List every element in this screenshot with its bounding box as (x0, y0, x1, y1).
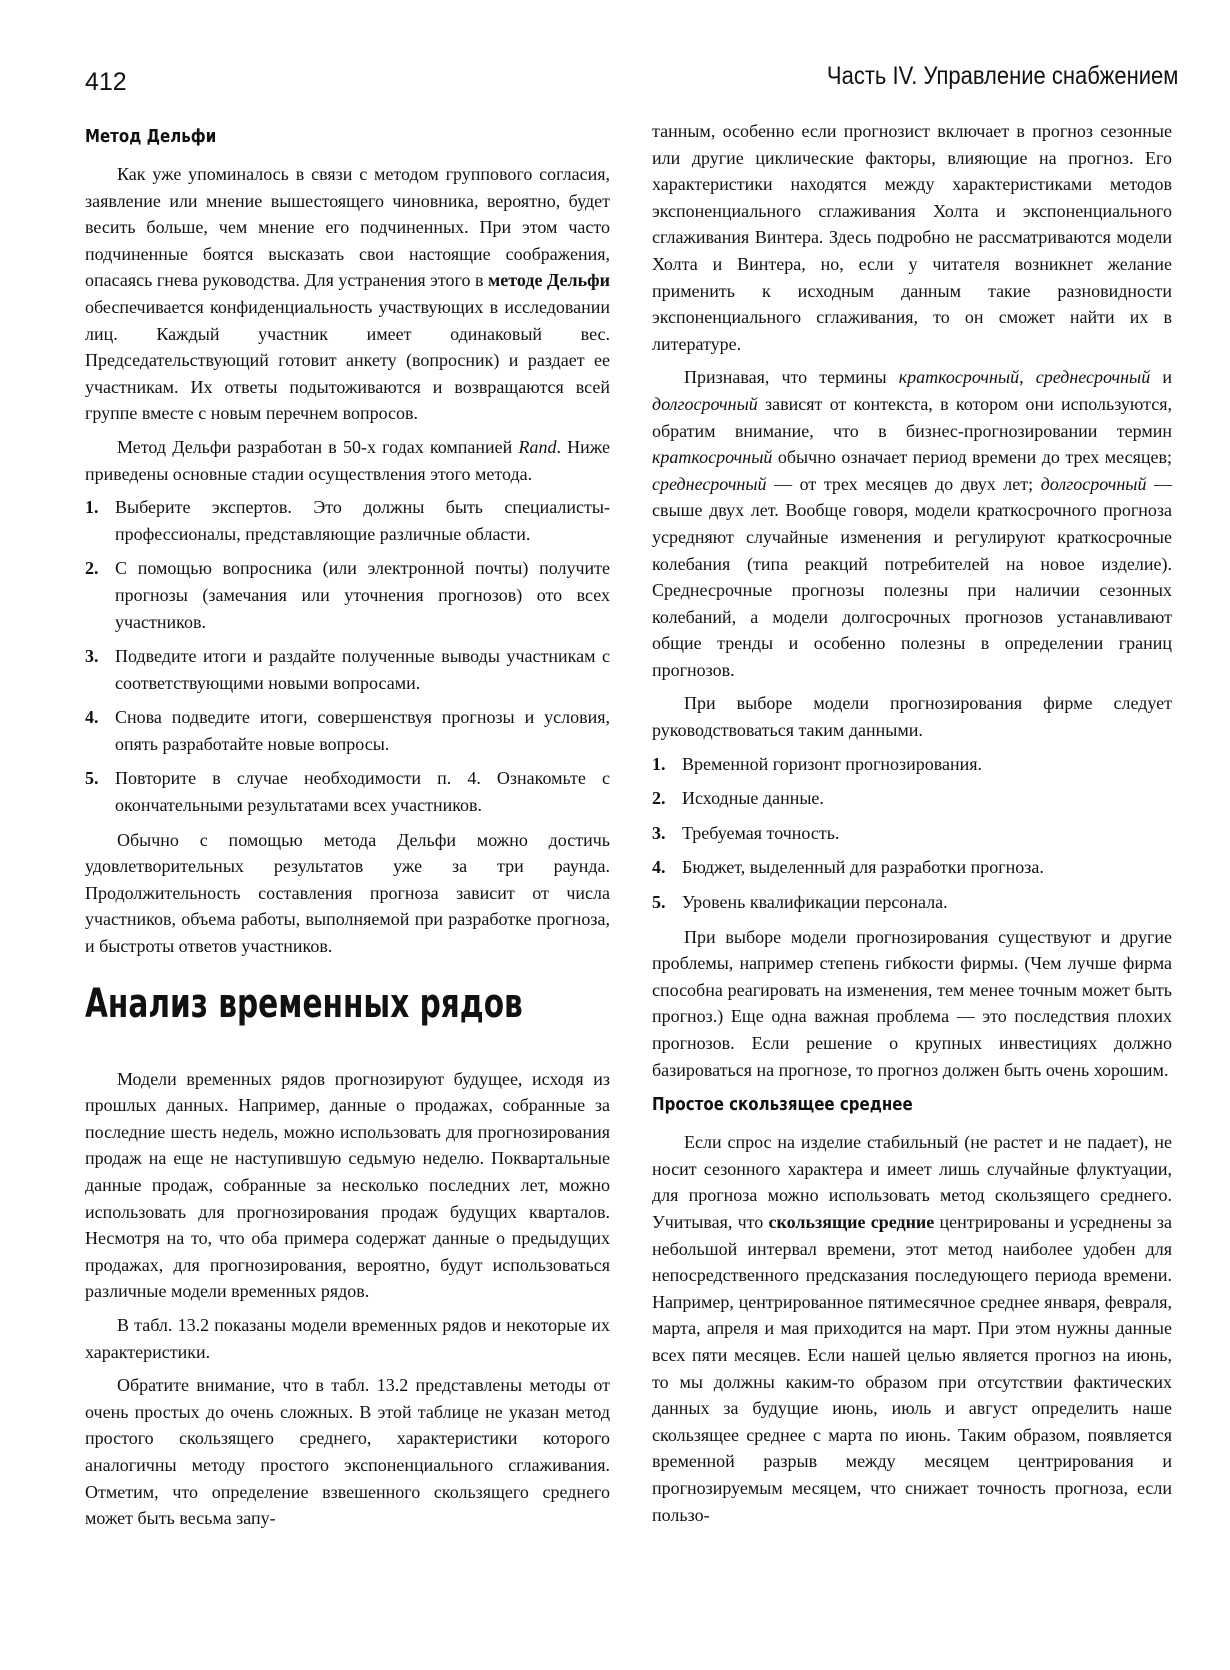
other-problems-paragraph: При выборе модели прогнозирования существуют и другие проблемы, например степень гибкости фирмы. (Чем лучше фирма способна реагировать на изменения, тем менее точным может быть прогноз.) Еще одна важная проблема — это последствия плохих прогнозов. Если решение о крупных инвестициях должно базироваться на прогнозе, то прогноз должен быть очень хорошим. (652, 926, 1172, 1080)
text-run: Как уже упоминалось в связи с методом группового согласия, заявление или мнение вышестоящего чиновника, вероятно, будет весить больше, чем мнение его подчиненных. При этом часто подчиненные боятся высказать свои настоящие соображения, опасаясь гнева руководства. Для устранения этого в (85, 164, 610, 291)
list-number: 2. (85, 558, 99, 579)
list-text: Бюджет, выделенный для разработки прогноза. (682, 857, 1044, 878)
term-definitions-paragraph (652, 364, 1172, 683)
delphi-steps-list (85, 494, 610, 819)
text-run: зависят от контекста, в котором они используются, обратим внимание, что в бизнес-прогнозировании термин (652, 393, 1172, 441)
list-text: Временной горизонт прогнозирования. (682, 753, 983, 774)
list-number: 3. (85, 646, 99, 667)
text-run: обеспечивается конфиденциальность участвующих в исследовании лиц. Каждый участник имеет одинаковый вес. Председательствующий готовит анкету (вопросник) и раздает ее участникам. Их ответы подытоживаются и возвращаются всей группе вместе с новым перечнем вопросов. (85, 296, 610, 424)
list-text: Уровень квалификации персонала. (682, 892, 948, 913)
text-run: — свыше двух лет. Вообще говоря, модели краткосрочного прогноза усредняют случайные изменения и регулируют краткосрочные колебания (типа реакций потребителей на новое изделие). Среднесрочные прогнозы полезны при наличии сезонных колебаний, а модели долгосрочных прогнозов устанавливают общие тренды и особенно полезны в определении границ прогнозов. (652, 473, 1173, 680)
list-number: 5. (652, 892, 666, 913)
list-number: 1. (652, 753, 666, 774)
list-text: С помощью вопросника (или электронной почты) получите прогнозы (замечания или уточнения прогнозов) ото всех участников. (115, 558, 610, 632)
italic-term: краткосрочный, среднесрочный (898, 367, 1151, 388)
list-text: Повторите в случае необходимости п. 4. Ознакомьте с окончательными результатами всех участников. (115, 768, 610, 816)
text-run: — от трех месяцев до двух лет; (766, 473, 1041, 494)
text-run: Признавая, что термины (684, 367, 899, 388)
time-series-paragraph-1: Модели временных рядов прогнозируют будущее, исходя из прошлых данных. Например, данные о продажах, собранные за последние шесть недель, можно использовать для прогнозирования продаж на еще не наступившую седьмую неделю. Поквартальные данные продаж, собранные за несколько последних лет, можно использовать для прогнозирования продаж будущих кварталов. Несмотря на то, что оба примера содержат данные о предыдущих продажах, для прогнозирования, вероятно, будут использоваться различные модели временных рядов. (85, 1068, 610, 1302)
text-run: и (1150, 367, 1172, 388)
text-run: центрированы и усреднены за небольшой интервал времени, этот метод наиболее удобен для непосредственного предсказания последующего периода времени. Например, центрированное пятимесячное среднее января, февраля, марта, апреля и мая приходится на март. При этом нужны данные всех пяти месяцев. Если нашей целью является прогноз на июнь, то мы должны каким-то образом при отсутствии фактических данных за будущие июнь, июль и август определить наше скользящее среднее с марта по июнь. Таким образом, появляется временной разрыв между месяцем центрирования и прогнозируемым месяцем, что снижает точность прогноза, если пользо- (652, 1211, 1172, 1525)
delphi-paragraph-2 (85, 434, 610, 487)
list-item (85, 704, 610, 757)
list-item (652, 751, 1172, 778)
page-number: 412 (85, 68, 127, 96)
time-series-paragraph-2: В табл. 13.2 показаны модели временных рядов и некоторые их характеристики. (85, 1314, 610, 1362)
italic-term: долгосрочный (1040, 473, 1147, 494)
list-text: Снова подведите итоги, совершенствуя прогнозы и условия, опять разработайте новые вопросы. (115, 707, 610, 754)
italic-term: краткосрочный (652, 447, 773, 468)
list-item (85, 643, 610, 696)
list-number: 5. (85, 768, 99, 789)
text-run: обычно означает период времени до трех месяцев; (772, 447, 1172, 468)
moving-average-paragraph (652, 1129, 1172, 1528)
list-item (85, 494, 610, 547)
list-number: 4. (652, 857, 666, 878)
list-item (652, 785, 1172, 812)
list-text: Выберите экспертов. Это должны быть специалисты-профессионалы, представляющие различные области. (115, 497, 610, 544)
text-run: Если спрос на изделие стабильный (не растет и не падает), не носит сезонного характера и имеет лишь случайные флуктуации, для прогноза можно использовать метод скользящего среднего. Учитывая, что (652, 1132, 1172, 1232)
list-text: Подведите итоги и раздайте полученные выводы участникам с соответствующими новыми вопросами. (115, 646, 610, 693)
criteria-list (652, 751, 1172, 916)
list-item (652, 854, 1172, 881)
continued-paragraph: танным, особенно если прогнозист включает в прогноз сезонные или другие циклические факторы, влияющие на прогноз. Его характеристики находятся между характеристиками методов экспоненциального сглаживания Холта и экспоненциального сглаживания Винтера. Здесь подробно не рассматриваются модели Холта и Винтера, но, если у читателя возникнет желание применить к исходным данным такие разновидности экспоненциального сглаживания, то он сможет найти их в литературе. (652, 121, 1172, 354)
list-number: 4. (85, 707, 99, 728)
text-run: . Ниже приведены основные стадии осуществления этого метода. (85, 436, 610, 484)
delphi-paragraph-3: Обычно с помощью метода Дельфи можно достичь удовлетворительных результатов уже за три раунда. Продолжительность составления прогноза зависит от числа участников, объема работы, выполняемой при разработке прогноза, и быстроты ответов участников. (85, 829, 610, 957)
right-column (652, 118, 1172, 1535)
italic-term: среднесрочный (652, 473, 767, 494)
list-item (652, 889, 1172, 916)
italic-term: Rand (518, 436, 557, 457)
delphi-heading: Метод Дельфи (85, 127, 217, 147)
delphi-paragraph-1 (85, 161, 610, 427)
bold-term: методе Дельфи (488, 270, 610, 291)
italic-term: долгосрочный (652, 393, 758, 414)
moving-average-heading: Простое скользящее среднее (652, 1095, 913, 1116)
list-item (85, 765, 610, 818)
left-column (85, 125, 610, 1539)
time-series-paragraph-3: Обратите внимание, что в табл. 13.2 представлены методы от очень простых до очень сложных. В этой таблице не указан метод простого скользящего среднего, характеристики которого аналогичны методу простого экспоненциального сглаживания. Отметим, что определение взвешенного скользящего среднего может быть весьма запу- (85, 1375, 610, 1529)
bold-term: скользящие средние (768, 1211, 935, 1232)
model-choice-paragraph: При выборе модели прогнозирования фирме следует руководствоваться таким данными. (652, 693, 1172, 741)
list-item (652, 820, 1172, 847)
running-head: Часть IV. Управление снабжением (826, 62, 1178, 90)
section-heading-time-series: Анализ временных рядов (85, 980, 523, 1027)
list-number: 2. (652, 788, 666, 809)
list-text: Требуемая точность. (682, 822, 840, 843)
text-run: Метод Дельфи разработан в 50-х годах компанией (117, 436, 519, 457)
list-text: Исходные данные. (682, 788, 824, 809)
list-number: 3. (652, 822, 666, 843)
list-number: 1. (85, 497, 99, 518)
list-item (85, 555, 610, 635)
